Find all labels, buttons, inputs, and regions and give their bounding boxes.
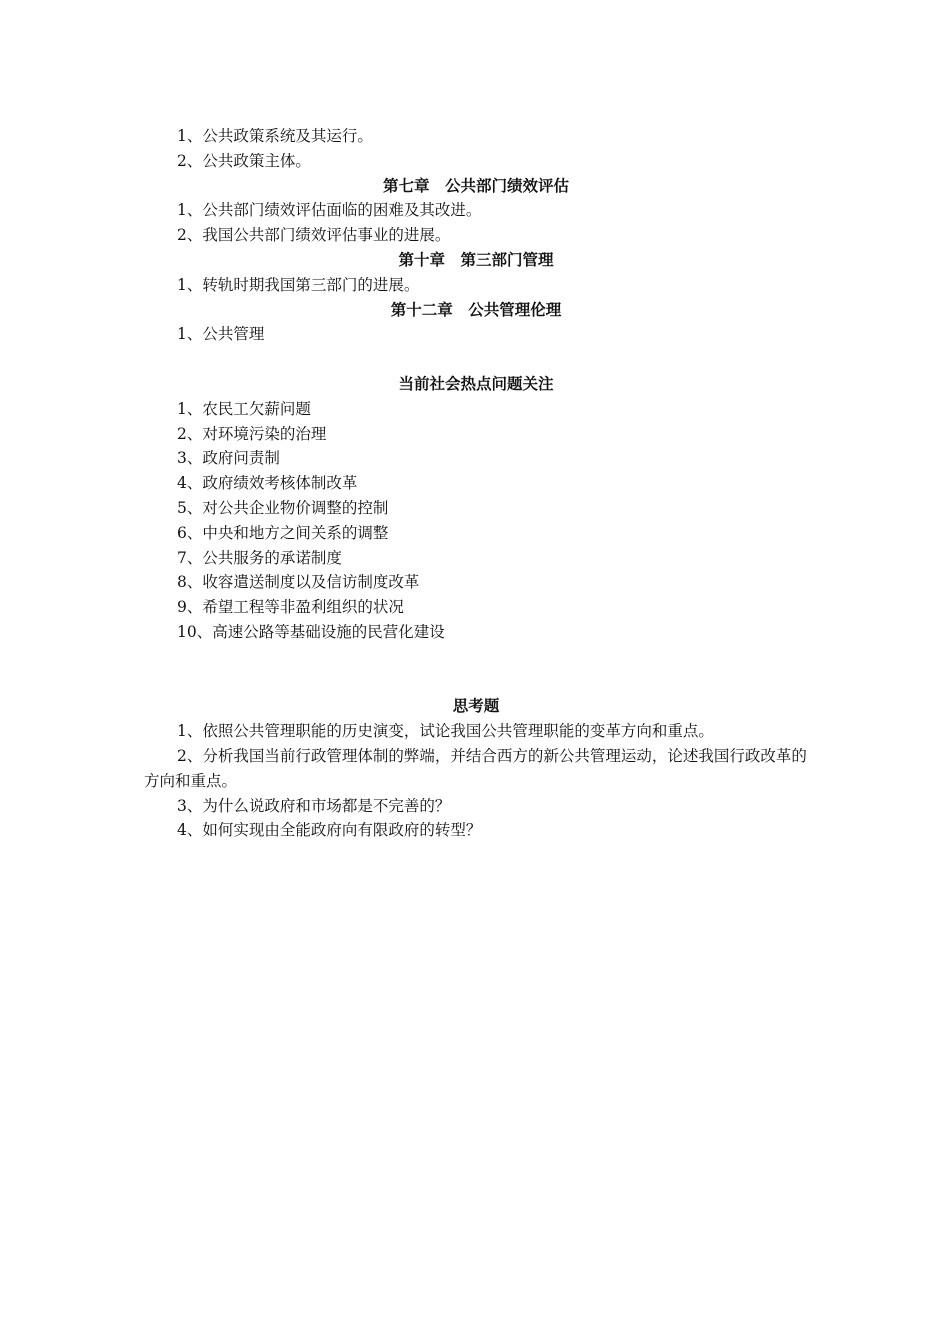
list-item: 3、政府问责制 xyxy=(177,449,280,468)
question-item: 2、分析我国当前行政管理体制的弊端，并结合西方的新公共管理运动，论述我国行政改革的方向和重点。 xyxy=(144,746,807,790)
question-item: 4、如何实现由全能政府向有限政府的转型？ xyxy=(177,821,482,840)
list-item: 7、公共服务的承诺制度 xyxy=(177,548,342,567)
list-item: 1、公共管理 xyxy=(177,325,265,344)
list-item: 4、政府绩效考核体制改革 xyxy=(177,474,358,493)
question-item: 1、依照公共管理职能的历史演变，试论我国公共管理职能的变革方向和重点。 xyxy=(177,722,714,741)
blank-line xyxy=(144,347,808,372)
question-item: 3、为什么说政府和市场都是不完善的？ xyxy=(177,796,451,815)
list-item: 1、转轨时期我国第三部门的进展。 xyxy=(177,275,420,294)
list-item: 1、公共政策系统及其运行。 xyxy=(177,127,373,145)
list-item: 2、我国公共部门绩效评估事业的进展。 xyxy=(177,226,451,245)
list-item: 10、高速公路等基础设施的民营化建设 xyxy=(177,622,445,641)
list-item: 9、希望工程等非盈利组织的状况 xyxy=(177,598,404,617)
questions-heading: 思考题 xyxy=(452,696,500,716)
list-item: 2、对环境污染的治理 xyxy=(177,424,327,443)
list-item: 1、农民工欠薪问题 xyxy=(177,399,311,418)
document-page xyxy=(144,124,808,843)
blank-line xyxy=(144,670,808,695)
list-item: 6、中央和地方之间关系的调整 xyxy=(177,523,389,542)
list-item: 5、对公共企业物价调整的控制 xyxy=(177,498,389,517)
chapter-10-heading: 第十章 第三部门管理 xyxy=(398,249,554,269)
list-item: 2、公共政策主体。 xyxy=(177,151,311,170)
chapter-12-heading: 第十二章 公共管理伦理 xyxy=(390,299,562,319)
blank-line xyxy=(144,645,808,670)
hot-topics-heading: 当前社会热点问题关注 xyxy=(398,373,554,393)
list-item: 8、收容遣送制度以及信访制度改革 xyxy=(177,573,420,592)
list-item: 1、公共部门绩效评估面临的困难及其改进。 xyxy=(177,201,482,220)
chapter-7-heading: 第七章 公共部门绩效评估 xyxy=(382,175,569,195)
